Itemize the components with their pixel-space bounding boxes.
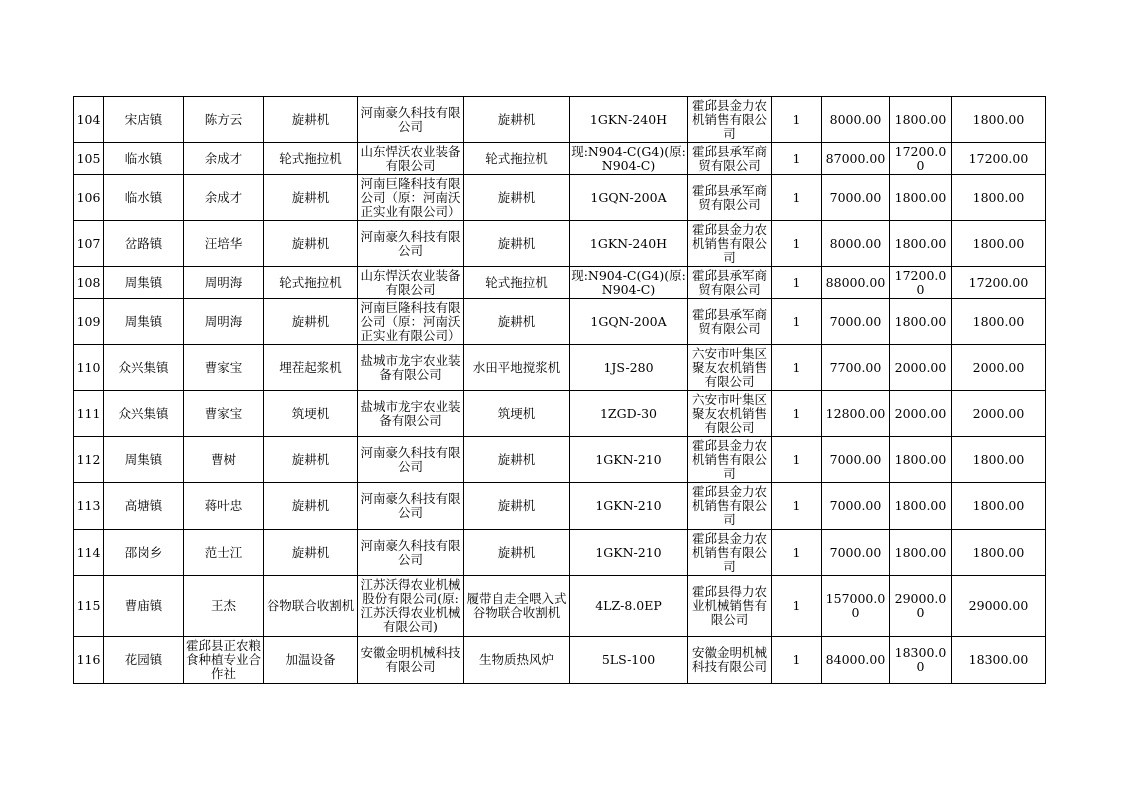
dealer-cell: 霍邱县金力农机销售有限公司 xyxy=(688,530,772,576)
table-row xyxy=(74,437,1046,483)
item-cell: 加温设备 xyxy=(264,637,358,684)
price-cell: 7000.00 xyxy=(822,437,890,483)
model-cell: 4LZ-8.0EP xyxy=(570,576,688,637)
model-cell: 5LS-100 xyxy=(570,637,688,684)
table-row xyxy=(74,221,1046,267)
town-cell: 岔路镇 xyxy=(104,221,184,267)
table-row xyxy=(74,483,1046,530)
price-cell: 8000.00 xyxy=(822,97,890,143)
model-cell: 1ZGD-30 xyxy=(570,391,688,437)
product-name-cell: 轮式拖拉机 xyxy=(464,143,570,175)
total-subsidy-cell: 17200.00 xyxy=(952,267,1046,299)
table-row xyxy=(74,143,1046,175)
total-subsidy-cell: 17200.00 xyxy=(952,143,1046,175)
town-cell: 高塘镇 xyxy=(104,483,184,530)
row-number: 115 xyxy=(74,576,104,637)
row-number: 110 xyxy=(74,345,104,391)
table-row xyxy=(74,299,1046,345)
row-number: 104 xyxy=(74,97,104,143)
total-subsidy-cell: 1800.00 xyxy=(952,530,1046,576)
total-subsidy-cell: 18300.00 xyxy=(952,637,1046,684)
row-number: 109 xyxy=(74,299,104,345)
subsidy-cell: 1800.00 xyxy=(890,530,952,576)
buyer-cell: 霍邱县正农粮食种植专业合作社 xyxy=(184,637,264,684)
buyer-cell: 余成才 xyxy=(184,143,264,175)
buyer-cell: 曹树 xyxy=(184,437,264,483)
item-cell: 谷物联合收割机 xyxy=(264,576,358,637)
table-row xyxy=(74,530,1046,576)
table-row xyxy=(74,97,1046,143)
subsidy-cell: 18300.00 xyxy=(890,637,952,684)
buyer-cell: 蒋叶忠 xyxy=(184,483,264,530)
price-cell: 157000.00 xyxy=(822,576,890,637)
item-cell: 旋耕机 xyxy=(264,221,358,267)
total-subsidy-cell: 29000.00 xyxy=(952,576,1046,637)
product-name-cell: 旋耕机 xyxy=(464,483,570,530)
town-cell: 邵岗乡 xyxy=(104,530,184,576)
table-row xyxy=(74,576,1046,637)
product-name-cell: 履带自走全喂入式谷物联合收割机 xyxy=(464,576,570,637)
manufacturer-cell: 河南巨隆科技有限公司（原：河南沃正实业有限公司） xyxy=(358,175,464,221)
subsidy-cell: 1800.00 xyxy=(890,483,952,530)
item-cell: 轮式拖拉机 xyxy=(264,143,358,175)
town-cell: 众兴集镇 xyxy=(104,391,184,437)
buyer-cell: 周明海 xyxy=(184,299,264,345)
item-cell: 埋茬起浆机 xyxy=(264,345,358,391)
dealer-cell: 霍邱县承军商贸有限公司 xyxy=(688,143,772,175)
model-cell: 1GKN-240H xyxy=(570,97,688,143)
item-cell: 筑埂机 xyxy=(264,391,358,437)
item-cell: 旋耕机 xyxy=(264,299,358,345)
manufacturer-cell: 河南豪久科技有限公司 xyxy=(358,97,464,143)
table-body xyxy=(74,97,1046,684)
total-subsidy-cell: 1800.00 xyxy=(952,221,1046,267)
quantity-cell: 1 xyxy=(772,175,822,221)
manufacturer-cell: 河南巨隆科技有限公司（原：河南沃正实业有限公司） xyxy=(358,299,464,345)
table-row xyxy=(74,267,1046,299)
subsidy-cell: 1800.00 xyxy=(890,221,952,267)
item-cell: 轮式拖拉机 xyxy=(264,267,358,299)
dealer-cell: 霍邱县承军商贸有限公司 xyxy=(688,175,772,221)
subsidy-cell: 29000.00 xyxy=(890,576,952,637)
total-subsidy-cell: 1800.00 xyxy=(952,97,1046,143)
manufacturer-cell: 山东悍沃农业装备有限公司 xyxy=(358,143,464,175)
item-cell: 旋耕机 xyxy=(264,437,358,483)
dealer-cell: 六安市叶集区聚友农机销售有限公司 xyxy=(688,391,772,437)
buyer-cell: 余成才 xyxy=(184,175,264,221)
total-subsidy-cell: 2000.00 xyxy=(952,391,1046,437)
item-cell: 旋耕机 xyxy=(264,530,358,576)
product-name-cell: 轮式拖拉机 xyxy=(464,267,570,299)
buyer-cell: 曹家宝 xyxy=(184,391,264,437)
model-cell: 1GKN-210 xyxy=(570,483,688,530)
manufacturer-cell: 河南豪久科技有限公司 xyxy=(358,437,464,483)
quantity-cell: 1 xyxy=(772,637,822,684)
dealer-cell: 霍邱县金力农机销售有限公司 xyxy=(688,437,772,483)
model-cell: 1GKN-210 xyxy=(570,437,688,483)
product-name-cell: 旋耕机 xyxy=(464,437,570,483)
dealer-cell: 霍邱县承军商贸有限公司 xyxy=(688,299,772,345)
price-cell: 12800.00 xyxy=(822,391,890,437)
product-name-cell: 旋耕机 xyxy=(464,175,570,221)
quantity-cell: 1 xyxy=(772,299,822,345)
product-name-cell: 生物质热风炉 xyxy=(464,637,570,684)
row-number: 105 xyxy=(74,143,104,175)
town-cell: 周集镇 xyxy=(104,437,184,483)
dealer-cell: 霍邱县承军商贸有限公司 xyxy=(688,267,772,299)
subsidy-cell: 1800.00 xyxy=(890,97,952,143)
price-cell: 7000.00 xyxy=(822,483,890,530)
total-subsidy-cell: 2000.00 xyxy=(952,345,1046,391)
quantity-cell: 1 xyxy=(772,143,822,175)
town-cell: 曹庙镇 xyxy=(104,576,184,637)
dealer-cell: 安徽金明机械科技有限公司 xyxy=(688,637,772,684)
manufacturer-cell: 江苏沃得农业机械股份有限公司(原:江苏沃得农业机械有限公司) xyxy=(358,576,464,637)
buyer-cell: 周明海 xyxy=(184,267,264,299)
buyer-cell: 汪培华 xyxy=(184,221,264,267)
item-cell: 旋耕机 xyxy=(264,483,358,530)
manufacturer-cell: 盐城市龙宇农业装备有限公司 xyxy=(358,345,464,391)
subsidy-cell: 2000.00 xyxy=(890,391,952,437)
manufacturer-cell: 盐城市龙宇农业装备有限公司 xyxy=(358,391,464,437)
model-cell: 1GKN-210 xyxy=(570,530,688,576)
dealer-cell: 霍邱县金力农机销售有限公司 xyxy=(688,483,772,530)
quantity-cell: 1 xyxy=(772,437,822,483)
item-cell: 旋耕机 xyxy=(264,97,358,143)
quantity-cell: 1 xyxy=(772,483,822,530)
model-cell: 1JS-280 xyxy=(570,345,688,391)
manufacturer-cell: 河南豪久科技有限公司 xyxy=(358,221,464,267)
table-row xyxy=(74,637,1046,684)
buyer-cell: 陈方云 xyxy=(184,97,264,143)
table-row xyxy=(74,175,1046,221)
dealer-cell: 六安市叶集区聚友农机销售有限公司 xyxy=(688,345,772,391)
buyer-cell: 范士江 xyxy=(184,530,264,576)
table-row xyxy=(74,345,1046,391)
subsidy-cell: 17200.00 xyxy=(890,267,952,299)
dealer-cell: 霍邱县金力农机销售有限公司 xyxy=(688,97,772,143)
row-number: 107 xyxy=(74,221,104,267)
town-cell: 花园镇 xyxy=(104,637,184,684)
row-number: 114 xyxy=(74,530,104,576)
total-subsidy-cell: 1800.00 xyxy=(952,299,1046,345)
model-cell: 1GKN-240H xyxy=(570,221,688,267)
product-name-cell: 旋耕机 xyxy=(464,530,570,576)
quantity-cell: 1 xyxy=(772,221,822,267)
town-cell: 宋店镇 xyxy=(104,97,184,143)
subsidy-cell: 1800.00 xyxy=(890,299,952,345)
table-row xyxy=(74,391,1046,437)
town-cell: 周集镇 xyxy=(104,299,184,345)
buyer-cell: 曹家宝 xyxy=(184,345,264,391)
row-number: 116 xyxy=(74,637,104,684)
quantity-cell: 1 xyxy=(772,530,822,576)
price-cell: 7000.00 xyxy=(822,530,890,576)
item-cell: 旋耕机 xyxy=(264,175,358,221)
product-name-cell: 水田平地搅浆机 xyxy=(464,345,570,391)
subsidy-cell: 2000.00 xyxy=(890,345,952,391)
model-cell: 现:N904-C(G4)(原:N904-C) xyxy=(571,143,686,173)
product-name-cell: 旋耕机 xyxy=(464,221,570,267)
buyer-cell: 王杰 xyxy=(184,576,264,637)
price-cell: 7000.00 xyxy=(822,175,890,221)
row-number: 111 xyxy=(74,391,104,437)
product-name-cell: 筑埂机 xyxy=(464,391,570,437)
model-cell: 1GQN-200A xyxy=(570,175,688,221)
quantity-cell: 1 xyxy=(772,576,822,637)
dealer-cell: 霍邱县得力农业机械销售有限公司 xyxy=(688,576,772,637)
quantity-cell: 1 xyxy=(772,345,822,391)
manufacturer-cell: 河南豪久科技有限公司 xyxy=(358,530,464,576)
model-cell: 1GQN-200A xyxy=(570,299,688,345)
subsidy-cell: 1800.00 xyxy=(890,175,952,221)
town-cell: 周集镇 xyxy=(104,267,184,299)
price-cell: 7000.00 xyxy=(822,299,890,345)
row-number: 113 xyxy=(74,483,104,530)
quantity-cell: 1 xyxy=(772,97,822,143)
model-cell: 现:N904-C(G4)(原:N904-C) xyxy=(571,267,686,297)
manufacturer-cell: 山东悍沃农业装备有限公司 xyxy=(358,267,464,299)
town-cell: 临水镇 xyxy=(104,175,184,221)
quantity-cell: 1 xyxy=(772,267,822,299)
price-cell: 8000.00 xyxy=(822,221,890,267)
manufacturer-cell: 河南豪久科技有限公司 xyxy=(358,483,464,530)
row-number: 112 xyxy=(74,437,104,483)
manufacturer-cell: 安徽金明机械科技有限公司 xyxy=(358,637,464,684)
price-cell: 88000.00 xyxy=(822,267,890,299)
quantity-cell: 1 xyxy=(772,391,822,437)
total-subsidy-cell: 1800.00 xyxy=(952,483,1046,530)
price-cell: 87000.00 xyxy=(822,143,890,175)
total-subsidy-cell: 1800.00 xyxy=(952,437,1046,483)
price-cell: 7700.00 xyxy=(822,345,890,391)
subsidy-cell: 17200.00 xyxy=(890,143,952,175)
subsidy-table xyxy=(73,96,1046,684)
row-number: 108 xyxy=(74,267,104,299)
price-cell: 84000.00 xyxy=(822,637,890,684)
total-subsidy-cell: 1800.00 xyxy=(952,175,1046,221)
product-name-cell: 旋耕机 xyxy=(464,97,570,143)
town-cell: 临水镇 xyxy=(104,143,184,175)
town-cell: 众兴集镇 xyxy=(104,345,184,391)
subsidy-cell: 1800.00 xyxy=(890,437,952,483)
dealer-cell: 霍邱县金力农机销售有限公司 xyxy=(688,221,772,267)
row-number: 106 xyxy=(74,175,104,221)
product-name-cell: 旋耕机 xyxy=(464,299,570,345)
